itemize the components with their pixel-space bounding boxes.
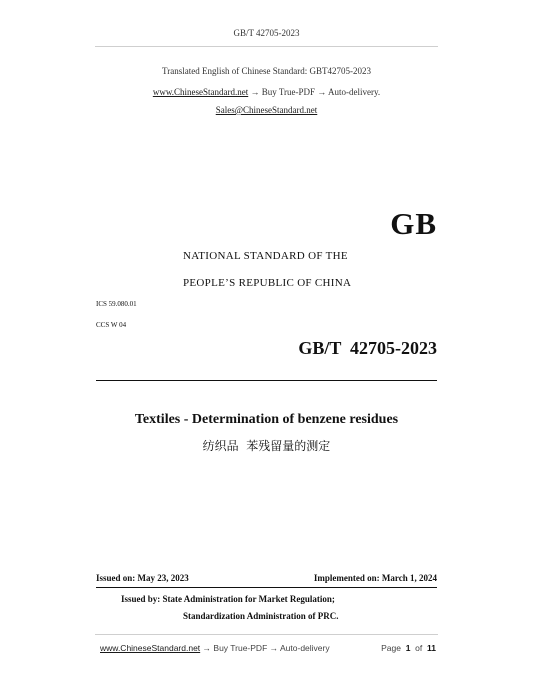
header-divider bbox=[95, 46, 438, 47]
header-links-line bbox=[0, 87, 533, 97]
standard-number: GB/T 42705-2023 bbox=[298, 338, 437, 358]
translated-note: Translated English of Chinese Standard: GBT42705-2023 bbox=[162, 66, 371, 76]
national-standard-line2: PEOPLE’S REPUBLIC OF CHINA bbox=[183, 277, 352, 289]
footer-links bbox=[100, 643, 330, 653]
page-current: 1 bbox=[405, 643, 411, 653]
sales-email-link[interactable]: Sales@ChineseStandard.net bbox=[215, 105, 318, 115]
ccs-code: CCS W 04 bbox=[96, 321, 127, 329]
page-of: of bbox=[415, 643, 423, 653]
page-label: Page bbox=[381, 643, 401, 653]
title-english: Textiles - Determination of benzene residues bbox=[134, 412, 399, 427]
header-buy-text: → Buy True-PDF → Auto-delivery. bbox=[250, 87, 381, 97]
national-standard-line1: NATIONAL STANDARD OF THE bbox=[183, 250, 348, 262]
footer-divider bbox=[95, 634, 438, 635]
dates-divider bbox=[96, 587, 437, 588]
issued-by-line1: Issued by: State Administration for Market Regulation; bbox=[121, 594, 335, 604]
gb-mark: GB bbox=[390, 206, 437, 241]
footer-buy-text: → Buy True-PDF → Auto-delivery bbox=[202, 643, 330, 653]
sales-line bbox=[0, 105, 533, 115]
title-chinese: 纺织品 苯残留量的测定 bbox=[202, 439, 331, 453]
ics-code: ICS 59.080.01 bbox=[96, 300, 137, 308]
issued-on-date: Issued on: May 23, 2023 bbox=[96, 573, 189, 583]
issued-by-line2: Standardization Administration of PRC. bbox=[183, 611, 339, 621]
title-divider bbox=[96, 380, 437, 381]
header-standard-code: GB/T 42705-2023 bbox=[233, 28, 300, 38]
page-total: 11 bbox=[427, 643, 436, 653]
page-indicator bbox=[381, 643, 436, 653]
implemented-on-date: Implemented on: March 1, 2024 bbox=[313, 573, 437, 583]
footer-site-link[interactable]: www.ChineseStandard.net bbox=[100, 643, 201, 653]
header-site-link[interactable]: www.ChineseStandard.net bbox=[152, 87, 249, 97]
